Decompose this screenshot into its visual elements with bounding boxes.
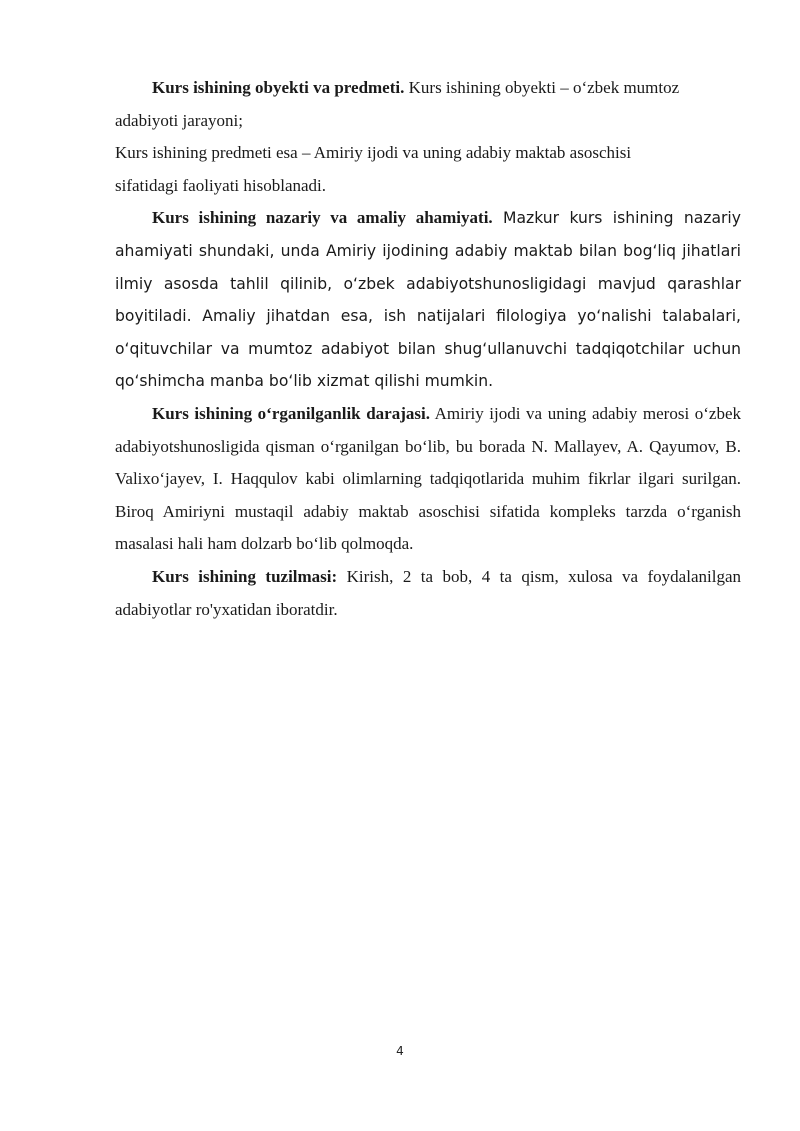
paragraph-text-subject-line1: Kurs ishining predmeti esa – Amiriy ijodi va uning adabiy maktab asoschisi [115, 143, 632, 163]
paragraph-text-object-line1: Kurs ishining obyekti – o‘zbek mumtoz [404, 78, 680, 97]
paragraph-heading-object: Kurs ishining obyekti va predmeti. [152, 78, 405, 97]
page-number: 4 [396, 1044, 404, 1058]
paragraph-heading-significance: Kurs ishining nazariy va amaliy ahamiyati. [152, 208, 493, 228]
paragraph-text-study-level: Amiriy ijodi va uning adabiy merosi o‘zbek adabiyotshunosligida qisman o‘rganilgan bo‘lib, bu borada N. Mallayev, A. Qayumov, B. Valixo‘jayev, I. Haqqulov kabi olimlarning tadqiqotlarida muhim fikrlar ilgari surilgan. Biroq Amiriyni mustaqil adabiy maktab asoschisi sifatida kompleks tarzda o‘rganish masalasi hali ham dolzarb bo‘lib qolmoqda. [115, 403, 742, 554]
paragraph-text-object-line2: adabiyoti jarayoni; [115, 110, 243, 130]
paragraph-object [115, 72, 741, 137]
paragraph-text-structure: Kirish, 2 ta bob, 4 ta qism, xulosa va foydalanilgan adabiyotlar ro'yxatidan iboratdir. [115, 566, 741, 619]
paragraph-text-significance: Mazkur kurs ishining nazariy ahamiyati shundaki, unda Amiriy ijodining adabiy maktab bilan bog‘liq jihatlari ilmiy asosda tahlil qilinib, o‘zbek adabiyotshunosligidagi mavjud qarashlar boyitiladi. Amaliy jihatdan esa, ish natijalari filologiya yo‘nalishi talabalari, o‘qituvchilar va mumtoz adabiyot bilan shug‘ullanuvchi tadqiqotchilar uchun qo‘shimcha manba bo‘lib xizmat qilishi mumkin. [115, 209, 741, 391]
paragraph-heading-structure: Kurs ishining tuzilmasi: [152, 566, 338, 586]
paragraph-text-subject-line2: sifatidagi faoliyati hisoblanadi. [115, 175, 327, 195]
document-page [115, 72, 741, 626]
paragraph-subject [115, 137, 741, 202]
paragraph-study-level [115, 398, 741, 561]
paragraph-heading-study-level: Kurs ishining o‘rganilganlik darajasi. [152, 403, 430, 423]
paragraph-structure [115, 561, 741, 626]
paragraph-significance [115, 202, 741, 398]
